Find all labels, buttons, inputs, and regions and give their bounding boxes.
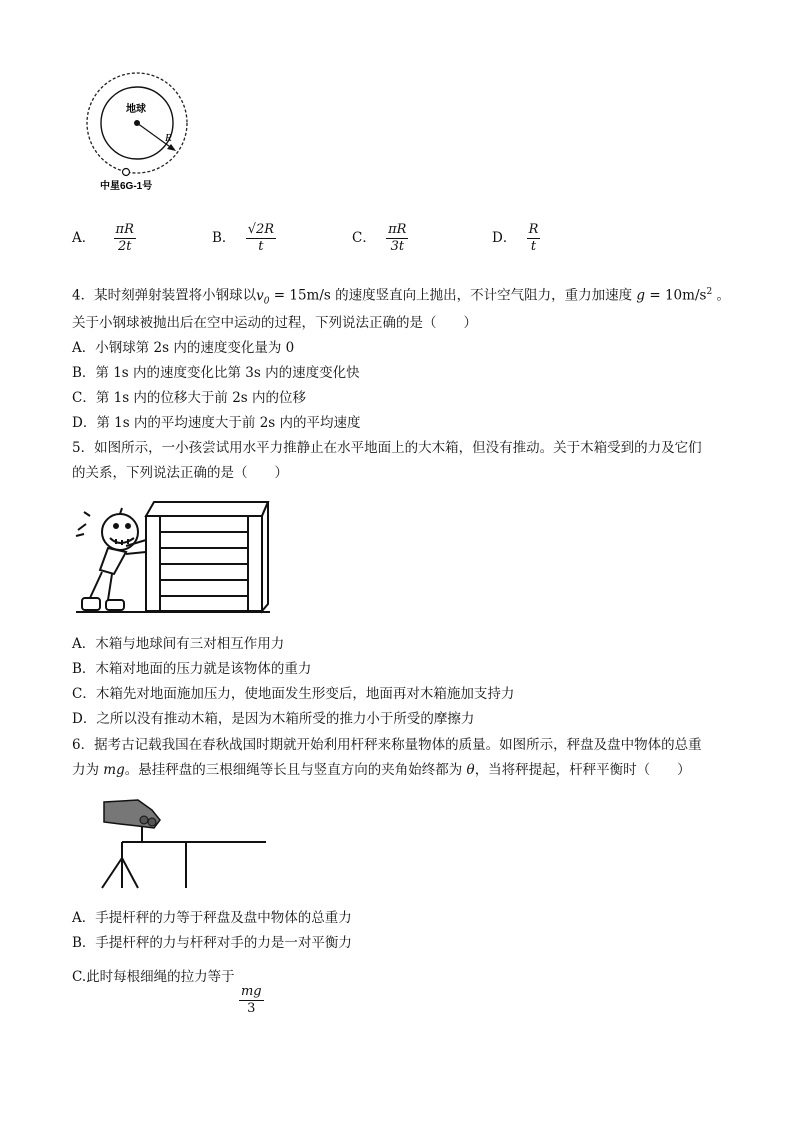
satellite-label: 中星6G-1号	[100, 181, 153, 192]
q4-text-2: 的速度竖直向上抛出，不计空气阻力，重力加速度	[330, 287, 637, 304]
q4-stem-line2: 关于小钢球被抛出后在空中运动的过程，下列说法正确的是（ ）	[72, 315, 477, 331]
option-letter: D．	[492, 230, 517, 246]
fraction	[239, 984, 264, 1017]
q5-option-a[interactable]: A．木箱与地球间有三对相互作用力	[72, 636, 285, 652]
numerator: R	[528, 222, 539, 237]
q6-text: 力为	[72, 762, 104, 778]
v-subscript: 0	[263, 296, 270, 307]
q5-stem-line2: 的关系，下列说法正确的是（ ）	[72, 465, 288, 481]
fraction	[527, 222, 541, 255]
radius-label: R	[165, 132, 172, 144]
steelyard-figure	[98, 796, 270, 892]
theta-symbol: θ	[466, 762, 475, 778]
q6-stem-line2	[72, 761, 691, 779]
hand-figure	[104, 800, 160, 828]
fraction	[246, 222, 276, 255]
g-symbol: g	[636, 287, 646, 304]
child-pushing-crate-figure	[72, 494, 272, 616]
q3-option-d[interactable]	[492, 222, 540, 255]
denominator: 2t	[117, 239, 132, 254]
fraction	[114, 222, 136, 255]
q4-option-c[interactable]: C．第 1s 内的位移大于前 2s 内的位移	[72, 390, 307, 406]
q6-text-2: 。悬挂秤盘的三根细绳等长且与竖直方向的夹角始终都为	[124, 762, 467, 778]
child-figure	[76, 508, 146, 610]
mg-symbol: mg	[103, 762, 125, 778]
q5-option-d[interactable]: D．之所以没有推动木箱，是因为木箱所受的推力小于所受的摩擦力	[72, 711, 475, 727]
q6-option-a[interactable]: A．手提杆秤的力等于秤盘及盘中物体的总重力	[72, 910, 352, 926]
q3-option-a[interactable]	[72, 222, 136, 255]
q4-option-d[interactable]: D．第 1s 内的平均速度大于前 2s 内的平均速度	[72, 415, 361, 431]
q3-option-b[interactable]	[212, 222, 276, 255]
numerator: mg	[240, 984, 262, 999]
q6-option-c[interactable]	[72, 968, 264, 1017]
q3-option-c[interactable]	[352, 222, 408, 255]
fraction	[386, 222, 408, 255]
wooden-crate	[146, 502, 268, 611]
q4-stem-line1	[72, 283, 730, 310]
v0-value: = 15m/s	[269, 287, 331, 304]
denominator: t	[530, 239, 537, 254]
earth-label: 地球	[126, 104, 146, 115]
g-superscript: 2	[706, 287, 713, 297]
v0-symbol	[256, 287, 270, 307]
g-value: = 10m/s	[645, 287, 707, 304]
denominator: t	[258, 239, 264, 254]
numerator: πR	[388, 222, 407, 237]
q5-option-b[interactable]: B．木箱对地面的压力就是该物体的重力	[72, 661, 312, 677]
q6-option-b[interactable]: B．手提杆秤的力与杆秤对手的力是一对平衡力	[72, 935, 352, 951]
option-letter: A．	[72, 230, 96, 246]
tripod-stand	[102, 842, 138, 888]
v-symbol: v	[256, 287, 264, 304]
q6-text-3: ，当将秤提起，杆秤平衡时（ ）	[474, 762, 691, 778]
q4-option-b[interactable]: B．第 1s 内的速度变化比第 3s 内的速度变化快	[72, 365, 360, 381]
option-letter: B．	[212, 230, 236, 246]
q4-text: 4．某时刻弹射装置将小钢球以	[72, 287, 257, 304]
numerator: πR	[115, 222, 134, 237]
q6-option-c-text: C.此时每根细绳的拉力等于	[72, 969, 235, 985]
denominator: 3	[247, 1001, 256, 1016]
option-letter: C．	[352, 230, 376, 246]
satellite-dot	[123, 169, 130, 176]
q6-stem-line1: 6．据考古记载我国在春秋战国时期就开始利用杆秤来称量物体的质量。如图所示，秤盘及盘中物体的总重	[72, 737, 702, 753]
q4-option-a[interactable]: A．小钢球第 2s 内的速度变化量为 0	[72, 340, 295, 356]
numerator: √2R	[247, 222, 275, 237]
q5-option-c[interactable]: C．木箱先对地面施加压力，使地面发生形变后，地面再对木箱施加支持力	[72, 686, 515, 702]
denominator: 3t	[390, 239, 405, 254]
q5-stem-line1: 5．如图所示，一小孩尝试用水平力推静止在水平地面上的大木箱，但没有推动。关于木箱受到的力及它们	[72, 440, 702, 456]
q4-text-end: 。	[712, 287, 730, 304]
orbit-figure	[80, 68, 215, 196]
